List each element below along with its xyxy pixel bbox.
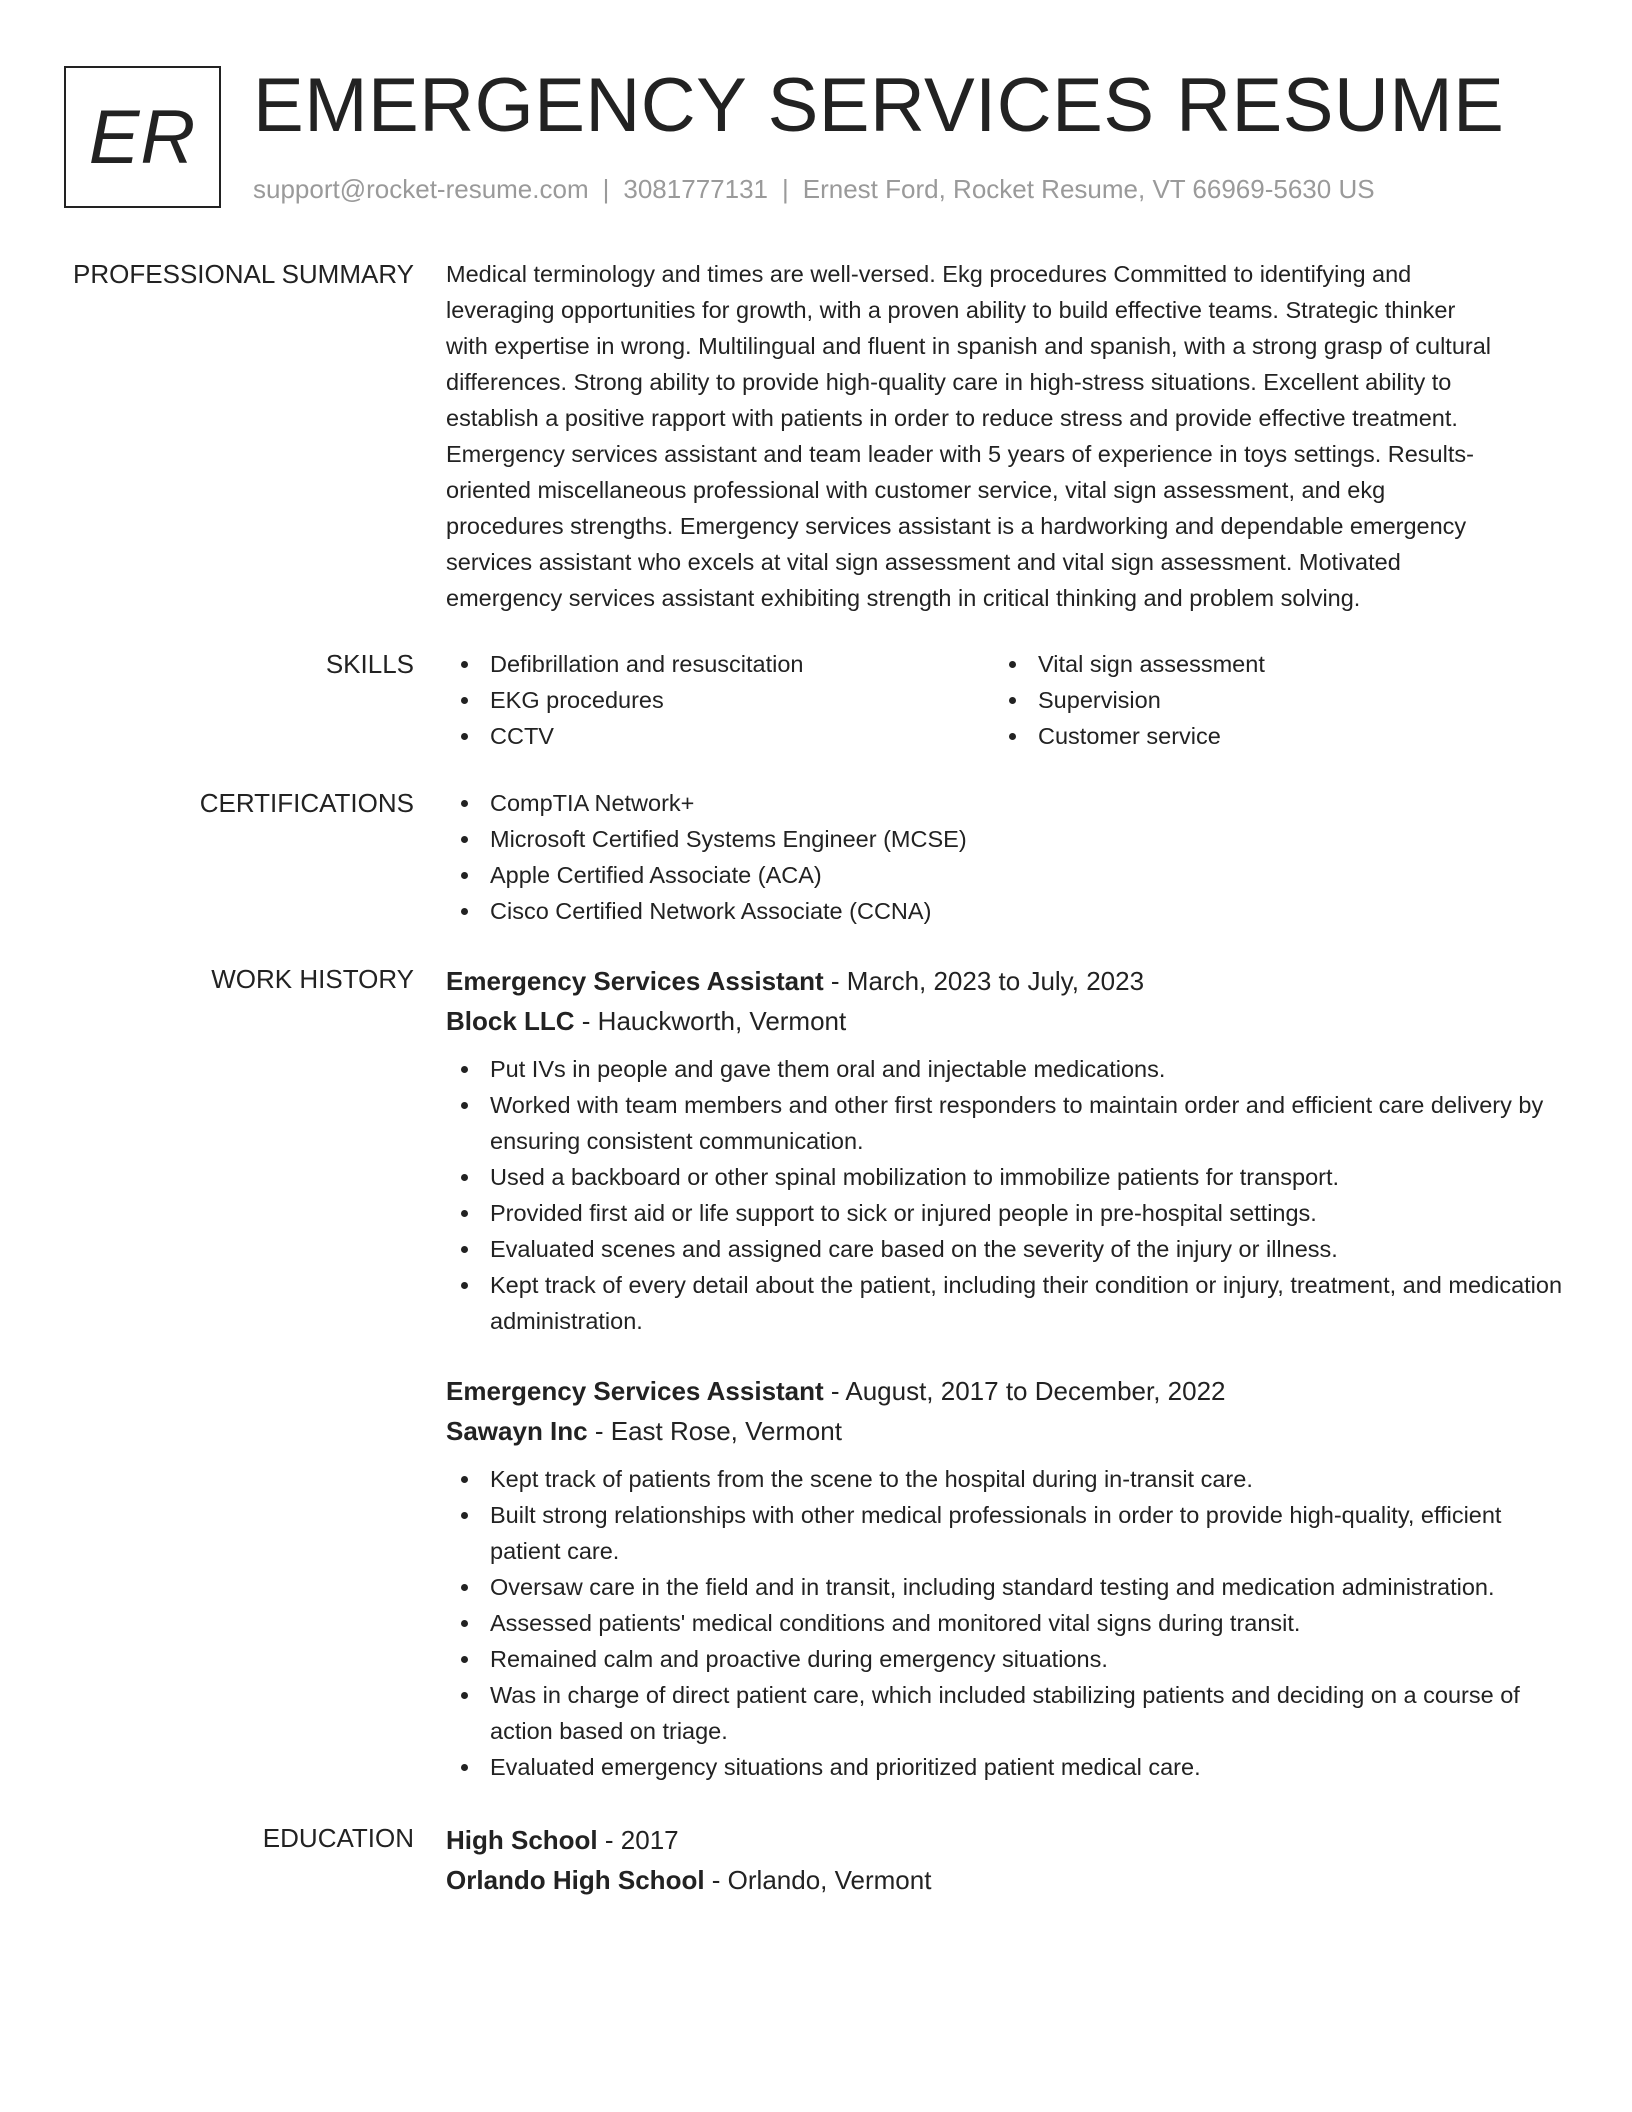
section-label: SKILLS <box>325 649 414 679</box>
job-dates: - August, 2017 to December, 2022 <box>823 1376 1226 1406</box>
job-company: Sawayn Inc <box>446 1416 588 1446</box>
skill-item: Defibrillation and resuscitation <box>446 646 994 682</box>
skill-item: CCTV <box>446 718 994 754</box>
job-duty-item: Built strong relationships with other medical professionals in order to provide high-quality, efficient patient care. <box>446 1497 1566 1569</box>
job-duty-item: Provided first aid or life support to sick or injured people in pre-hospital settings. <box>446 1195 1566 1231</box>
job-duty-item: Kept track of every detail about the patient, including their condition or injury, treatment, and medication administration. <box>446 1267 1566 1339</box>
education-degree: High School <box>446 1825 598 1855</box>
section-label: CERTIFICATIONS <box>199 788 414 818</box>
job-title-line <box>446 1371 1566 1411</box>
summary-line: services assistant who excels at vital sign assessment and vital sign assessment. Motivated <box>446 549 1401 575</box>
job-duty-item: Kept track of patients from the scene to the hospital during in-transit care. <box>446 1461 1566 1497</box>
summary-line: leveraging opportunities for growth, with a proven ability to build effective teams. Strategic thinker <box>446 297 1456 323</box>
skill-item: Supervision <box>994 682 1554 718</box>
job-duties <box>446 1461 1566 1785</box>
education-year: - 2017 <box>597 1825 679 1855</box>
education-school-line <box>446 1860 1566 1900</box>
job-duty-item: Put IVs in people and gave them oral and injectable medications. <box>446 1051 1566 1087</box>
job-location: - East Rose, Vermont <box>587 1416 842 1446</box>
job-duty-item: Evaluated scenes and assigned care based on the severity of the injury or illness. <box>446 1231 1566 1267</box>
contact-separator: | <box>602 174 610 204</box>
resume-title: EMERGENCY SERVICES RESUME <box>253 63 1505 148</box>
certification-item: Cisco Certified Network Associate (CCNA) <box>446 893 1566 929</box>
section-label: WORK HISTORY <box>211 964 414 994</box>
job-duty-item: Remained calm and proactive during emergency situations. <box>446 1641 1566 1677</box>
summary-line: differences. Strong ability to provide high-quality care in high-stress situations. Excellent ability to <box>446 369 1452 395</box>
job-duties <box>446 1051 1566 1339</box>
job-entry <box>446 1371 1566 1785</box>
section-label: EDUCATION <box>262 1823 414 1853</box>
work-history-list <box>446 961 1566 1785</box>
contact-address: Ernest Ford, Rocket Resume, VT 66969-5630 US <box>802 174 1375 204</box>
certification-item: CompTIA Network+ <box>446 785 1566 821</box>
summary-line: with expertise in wrong. Multilingual and fluent in spanish and spanish, with a strong grasp of cultural <box>446 333 1492 359</box>
job-company-line <box>446 1001 1566 1041</box>
education-school: Orlando High School <box>446 1865 705 1895</box>
contact-line <box>253 174 1375 205</box>
job-company-line <box>446 1411 1566 1451</box>
education-entry <box>446 1820 1566 1900</box>
job-duty-item: Oversaw care in the field and in transit, including standard testing and medication administration. <box>446 1569 1566 1605</box>
resume-header <box>64 63 1584 210</box>
contact-email[interactable]: support@rocket-resume.com <box>253 174 589 204</box>
education-degree-line <box>446 1820 1566 1860</box>
job-duty-item: Used a backboard or other spinal mobilization to immobilize patients for transport. <box>446 1159 1566 1195</box>
summary-line: establish a positive rapport with patients in order to reduce stress and provide effective treatment. <box>446 405 1458 431</box>
summary-line: Medical terminology and times are well-versed. Ekg procedures Committed to identifying and <box>446 261 1412 287</box>
summary-line: Emergency services assistant and team leader with 5 years of experience in toys settings. Results- <box>446 441 1474 467</box>
job-title-line <box>446 961 1566 1001</box>
job-company: Block LLC <box>446 1006 575 1036</box>
certification-item: Microsoft Certified Systems Engineer (MCSE) <box>446 821 1566 857</box>
summary-text <box>446 256 1566 616</box>
certification-item: Apple Certified Associate (ACA) <box>446 857 1566 893</box>
education-location: - Orlando, Vermont <box>704 1865 932 1895</box>
job-entry <box>446 961 1566 1339</box>
monogram-logo: ER <box>64 66 221 208</box>
skill-item: Customer service <box>994 718 1554 754</box>
certifications-list <box>446 785 1566 929</box>
contact-phone[interactable]: 3081777131 <box>623 174 768 204</box>
skills-list <box>446 646 1566 754</box>
skills-column-2 <box>994 646 1554 754</box>
job-duty-item: Assessed patients' medical conditions and monitored vital signs during transit. <box>446 1605 1566 1641</box>
section-label: PROFESSIONAL SUMMARY <box>73 259 414 289</box>
job-title: Emergency Services Assistant <box>446 1376 824 1406</box>
job-title: Emergency Services Assistant <box>446 966 824 996</box>
job-location: - Hauckworth, Vermont <box>574 1006 847 1036</box>
skill-item: Vital sign assessment <box>994 646 1554 682</box>
job-duty-item: Evaluated emergency situations and prioritized patient medical care. <box>446 1749 1566 1785</box>
job-duty-item: Was in charge of direct patient care, which included stabilizing patients and deciding on a course of action based on triage. <box>446 1677 1566 1749</box>
summary-line: emergency services assistant exhibiting strength in critical thinking and problem solving. <box>446 585 1361 611</box>
job-dates: - March, 2023 to July, 2023 <box>823 966 1145 996</box>
skills-column-1 <box>446 646 994 754</box>
contact-separator: | <box>782 174 789 204</box>
summary-line: procedures strengths. Emergency services assistant is a hardworking and dependable emergency <box>446 513 1467 539</box>
summary-line: oriented miscellaneous professional with customer service, vital sign assessment, and ekg <box>446 477 1386 503</box>
job-duty-item: Worked with team members and other first responders to maintain order and efficient care delivery by ensuring consistent communication. <box>446 1087 1566 1159</box>
skill-item: EKG procedures <box>446 682 994 718</box>
